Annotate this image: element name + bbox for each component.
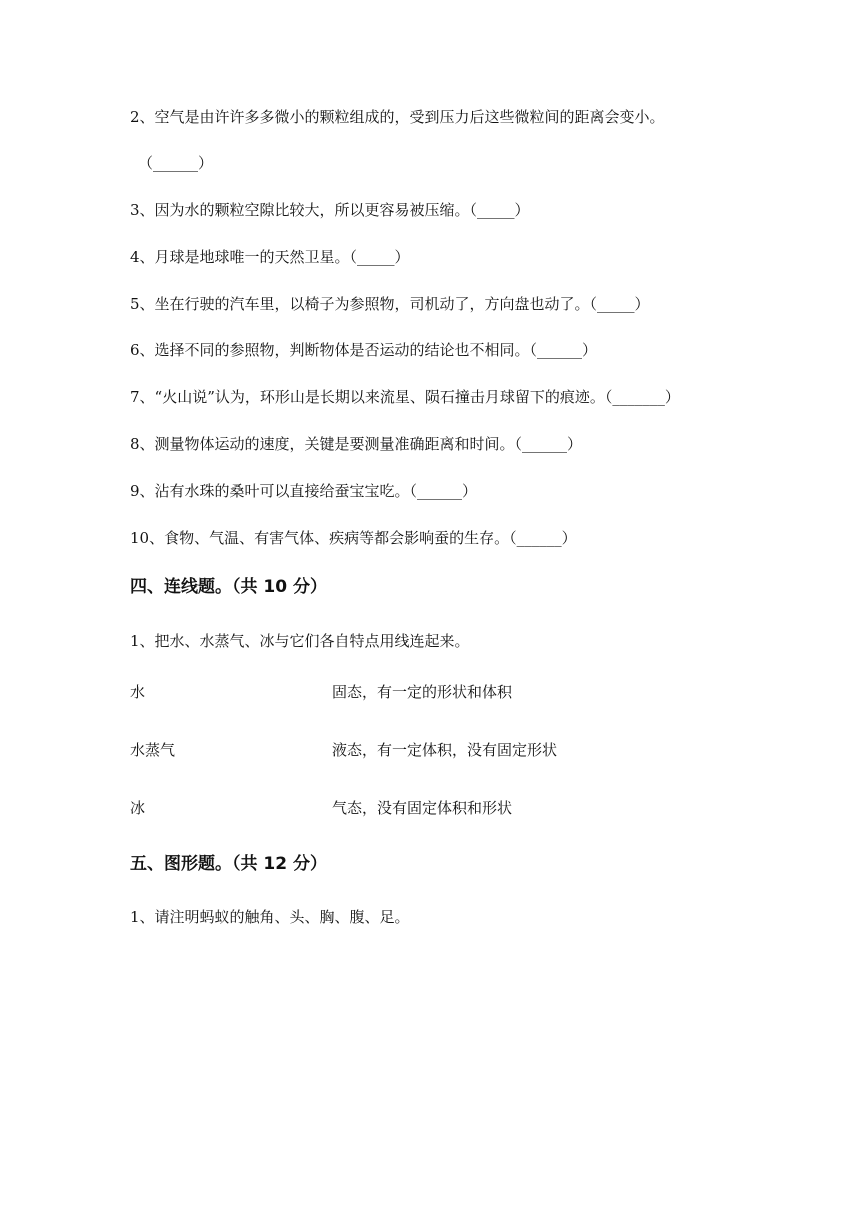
match-left-ice: 冰 bbox=[130, 799, 146, 817]
question-9: 9、沾有水珠的桑叶可以直接给蚕宝宝吃。（______） bbox=[130, 482, 478, 500]
match-right-liquid: 液态，有一定体积，没有固定形状 bbox=[332, 741, 558, 759]
question-3: 3、因为水的颗粒空隙比较大，所以更容易被压缩。（_____） bbox=[130, 201, 530, 219]
match-left-steam: 水蒸气 bbox=[130, 741, 176, 759]
match-right-solid: 固态，有一定的形状和体积 bbox=[332, 683, 513, 701]
answer-blank-2: （______） bbox=[138, 154, 214, 172]
question-2: 2、空气是由许许多多微小的颗粒组成的，受到压力后这些微粒间的距离会变小。 bbox=[130, 108, 665, 126]
question-10: 10、食物、气温、有害气体、疾病等都会影响蚕的生存。（______） bbox=[130, 529, 577, 547]
section-4-question: 1、把水、水蒸气、冰与它们各自特点用线连起来。 bbox=[130, 632, 470, 650]
section-5-heading: 五、图形题。（共 12 分） bbox=[130, 854, 327, 874]
question-4: 4、月球是地球唯一的天然卫星。（_____） bbox=[130, 248, 410, 266]
question-8: 8、测量物体运动的速度，关键是要测量准确距离和时间。（______） bbox=[130, 435, 583, 453]
section-5-question: 1、请注明蚂蚁的触角、头、胸、腹、足。 bbox=[130, 908, 410, 926]
section-4-heading: 四、连线题。（共 10 分） bbox=[130, 577, 327, 597]
match-left-water: 水 bbox=[130, 683, 146, 701]
question-6: 6、选择不同的参照物，判断物体是否运动的结论也不相同。（______） bbox=[130, 341, 598, 359]
match-right-gas: 气态，没有固定体积和形状 bbox=[332, 799, 513, 817]
question-5: 5、坐在行驶的汽车里，以椅子为参照物，司机动了，方向盘也动了。（_____） bbox=[130, 295, 650, 313]
question-7: 7、“火山说”认为，环形山是长期以来流星、陨石撞击月球留下的痕迹。（_______） bbox=[130, 388, 680, 406]
